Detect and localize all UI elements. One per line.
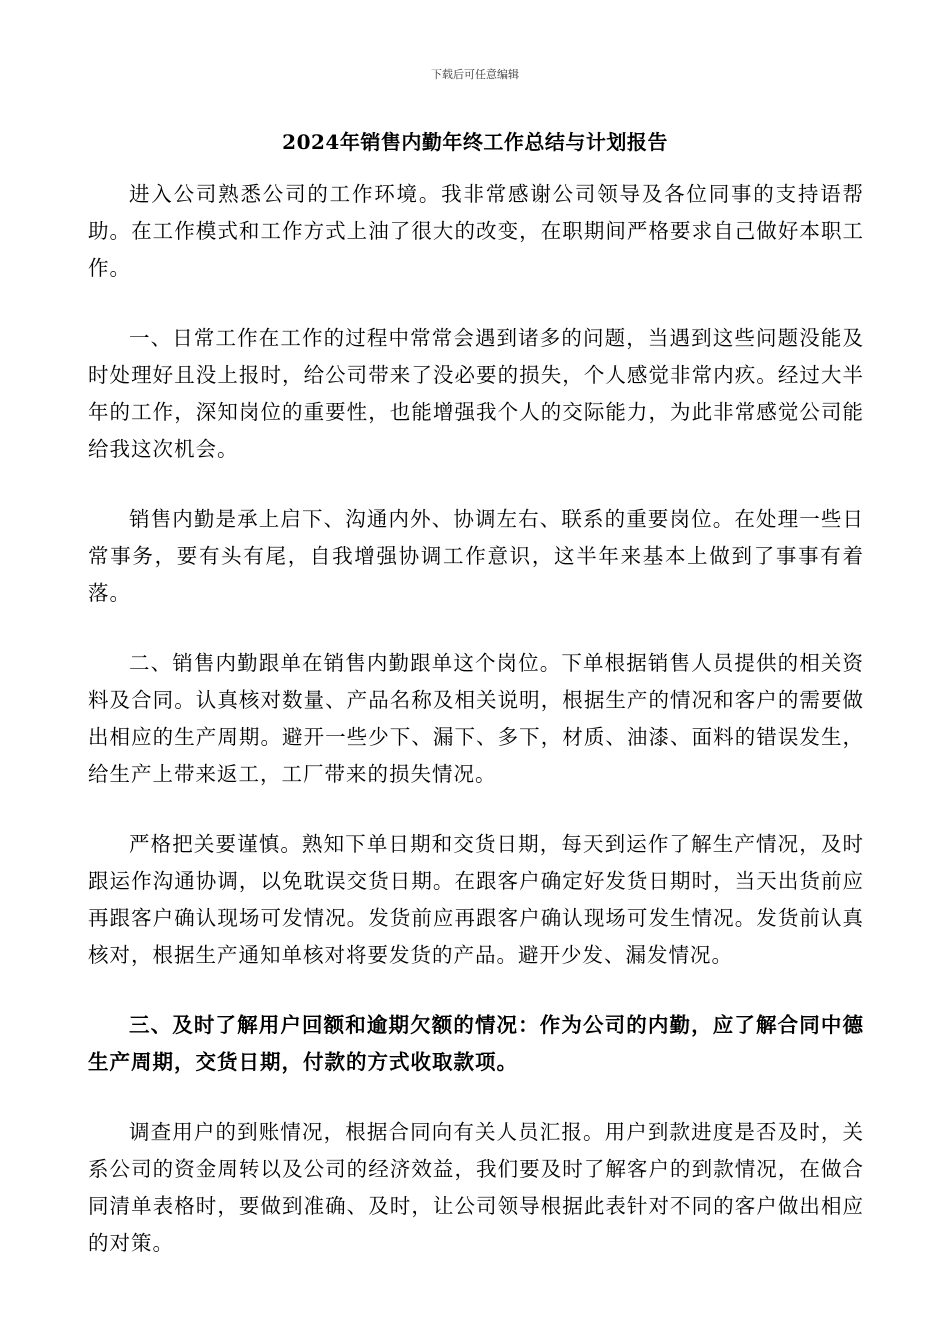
paragraph-payment-tracking: 调查用户的到账情况，根据合同向有关人员汇报。用户到款进度是否及时，关系公司的资金周转以及公司的经济效益，我们要及时了解客户的到款情况，在做合同清单表格时，要做到准确、及时，让公司领导根据此表针对不同的客户做出相应的对策。	[88, 1120, 864, 1255]
paragraph-sales-support-role: 销售内勤是承上启下、沟通内外、协调左右、联系的重要岗位。在处理一些日常事务，要有头有尾，自我增强协调工作意识，这半年来基本上做到了事事有着落。	[88, 507, 864, 605]
document-title: 2024年销售内勤年终工作总结与计划报告	[282, 130, 668, 154]
paragraph-payment-heading: 三、及时了解用户回额和逾期欠额的情况：作为公司的内勤，应了解合同中德生产周期，交货日期，付款的方式收取款项。	[88, 1013, 864, 1074]
paragraph-order-follow-up: 二、销售内勤跟单在销售内勤跟单这个岗位。下单根据销售人员提供的相关资料及合同。认真核对数量、产品名称及相关说明，根据生产的情况和客户的需要做出相应的生产周期。避开一些少下、漏下、多下，材质、油漆、面料的错误发生，给生产上带来返工，工厂带来的损失情况。	[88, 651, 864, 786]
paragraph-strict-checking: 严格把关要谨慎。熟知下单日期和交货日期，每天到运作了解生产情况，及时跟运作沟通协调，以免耽误交货日期。在跟客户确定好发货日期时，当天出货前应再跟客户确认现场可发情况。发货前应再跟客户确认现场可发生情况。发货前认真核对，根据生产通知单核对将要发货的产品。避开少发、漏发情况。	[88, 832, 864, 967]
paragraph-intro: 进入公司熟悉公司的工作环境。我非常感谢公司领导及各位同事的支持语帮助。在工作模式和工作方式上油了很大的改变，在职期间严格要求自己做好本职工作。	[88, 182, 864, 280]
paragraph-daily-work: 一、日常工作在工作的过程中常常会遇到诸多的问题，当遇到这些问题没能及时处理好且没上报时，给公司带来了没必要的损失，个人感觉非常内疚。经过大半年的工作，深知岗位的重要性，也能增强我个人的交际能力，为此非常感觉公司能给我这次机会。	[88, 326, 864, 461]
document-body	[88, 176, 864, 1295]
header-note: 下载后可任意编辑	[431, 68, 519, 81]
